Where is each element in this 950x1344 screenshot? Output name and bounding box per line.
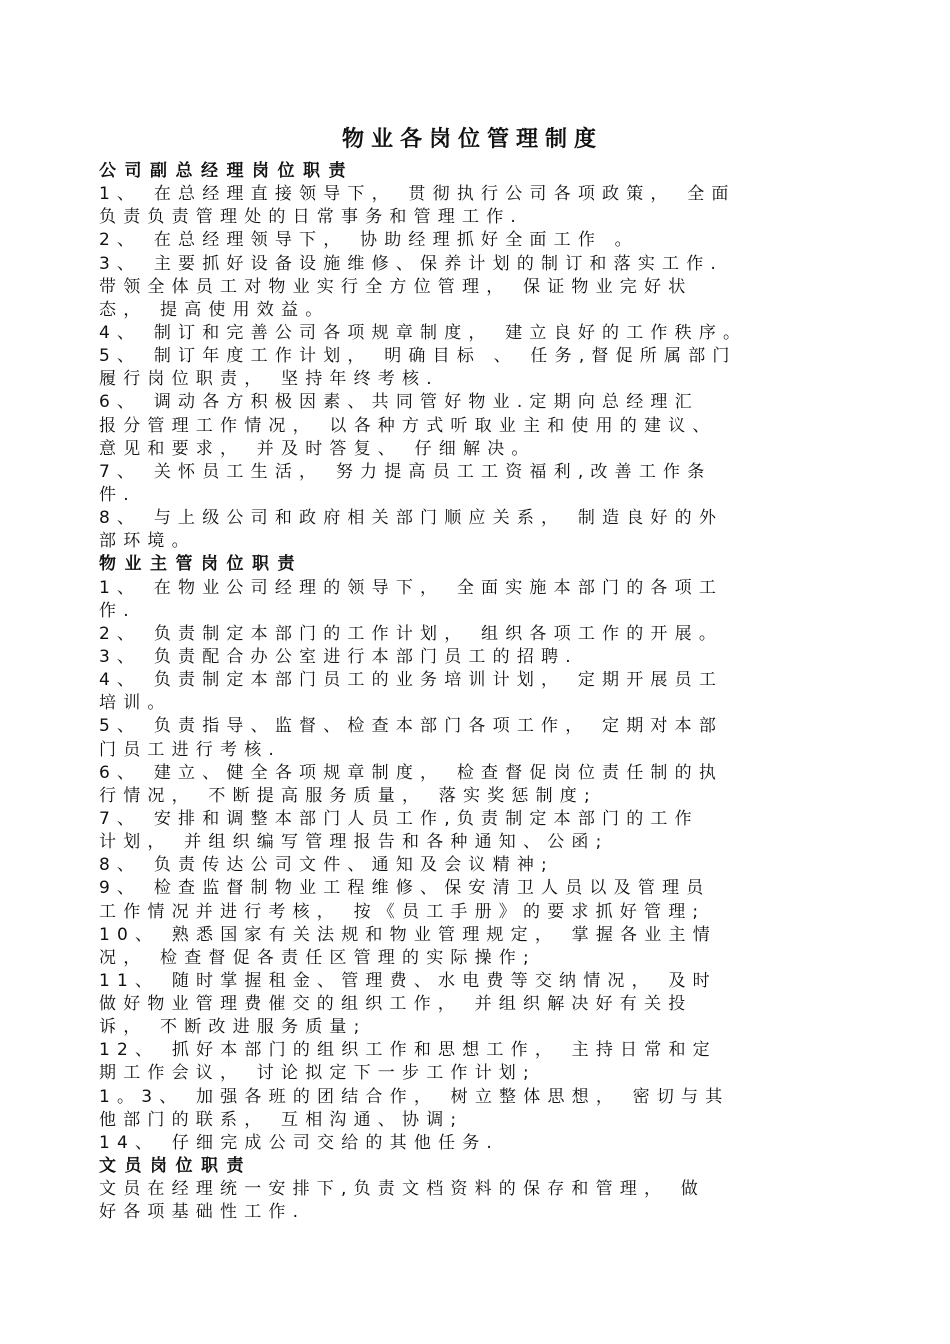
text-line: 部环境。 [99,531,196,552]
text-line: 9、 检查监督制物业工程维修、保安清卫人员以及管理员 [99,878,711,899]
text-line: 1。3、 加强各班的团结合作， 树立整体思想， 密切与其 [99,1086,730,1107]
text-line: 5、 制订年度工作计划， 明确目标 、 任务,督促所属部门 [99,346,737,367]
text-line: 2、 在总经理领导下， 协助经理抓好全面工作 。 [99,230,639,251]
text-line: 诉， 不断改进服务质量; [99,1017,367,1038]
section-heading: 公司副总经理岗位职责 [99,161,354,181]
text-line: 1、 在物业公司经理的领导下， 全面实施本部门的各项工 [99,577,724,598]
text-line: 工作情况并进行考核， 按《员工手册》的要求抓好管理; [99,901,706,922]
text-line: 1、 在总经理直接领导下， 贯彻执行公司各项政策， 全面 [99,184,736,205]
text-line: 8、 负责传达公司文件、通知及会议精神; [99,855,554,876]
text-line: 14、 仔细完成公司交给的其他任务. [99,1132,500,1153]
text-line: 报分管理工作情况， 以各种方式听取业主和使用的建议、 [99,415,717,436]
document-title: 物业各岗位管理制度 [341,127,603,152]
text-line: 好各项基础性工作. [99,1202,306,1223]
text-line: 3、 负责配合办公室进行本部门员工的招聘. [99,646,578,667]
text-line: 况， 检查督促各责任区管理的实际操作; [99,947,536,968]
section-heading: 物业主管岗位职责 [99,554,303,575]
text-line: 文员在经理统一安排下,负责文档资料的保存和管理， 做 [99,1179,706,1200]
text-line: 作. [99,600,136,621]
text-line: 履行岗位职责， 坚持年终考核. [99,369,439,390]
text-line: 意见和要求， 并及时答复、 仔细解决。 [99,438,536,459]
text-line: 2、 负责制定本部门的工作计划， 组织各项工作的开展。 [99,623,724,644]
text-line: 6、 建立、健全各项规章制度， 检查督促岗位责任制的执 [99,762,724,783]
text-line: 12、 抓好本部门的组织工作和思想工作， 主持日常和定 [99,1040,717,1061]
text-line: 7、 关怀员工生活， 努力提高员工工资福利,改善工作条 [99,461,712,482]
text-line: 带领全体员工对物业实行全方位管理， 保证物业完好状 [99,276,693,297]
text-line: 负责负责管理处的日常事务和管理工作. [99,207,524,228]
text-line: 做好物业管理费催交的组织工作， 并组织解决好有关投 [99,994,693,1015]
text-line: 6、 调动各方积极因素、共同管好物业.定期向总经理汇 [99,392,699,413]
text-line: 行情况， 不断提高服务质量， 落实奖惩制度; [99,785,597,806]
text-line: 件. [99,484,136,505]
text-line: 态， 提高使用效益。 [99,299,330,320]
text-line: 7、 安排和调整本部门人员工作,负责制定本部门的工作 [99,808,699,829]
text-line: 4、 制订和完善公司各项规章制度， 建立良好的工作秩序。 [99,322,748,343]
text-line: 门员工进行考核. [99,739,282,760]
text-line: 期工作会议， 讨论拟定下一步工作计划; [99,1063,536,1084]
text-line: 培训。 [99,693,172,714]
text-line: 8、 与上级公司和政府相关部门顺应关系， 制造良好的外 [99,508,724,529]
text-line: 11、 随时掌握租金、管理费、水电费等交纳情况， 及时 [99,970,717,991]
text-line: 他部门的联系， 互相沟通、协调; [99,1109,464,1130]
text-line: 3、 主要抓好设备设施维修、保养计划的制订和落实工作. [99,253,724,274]
document-body [99,160,879,1224]
section-heading: 文员岗位职责 [99,1156,252,1177]
text-line: 计划， 并组织编写管理报告和各种通知、公函; [99,832,609,853]
text-line: 10、 熟悉国家有关法规和物业管理规定， 掌握各业主情 [99,924,717,945]
text-line: 4、 负责制定本部门员工的业务培训计划， 定期开展员工 [99,670,724,691]
text-line: 5、 负责指导、监督、检查本部门各项工作， 定期对本部 [99,716,724,737]
